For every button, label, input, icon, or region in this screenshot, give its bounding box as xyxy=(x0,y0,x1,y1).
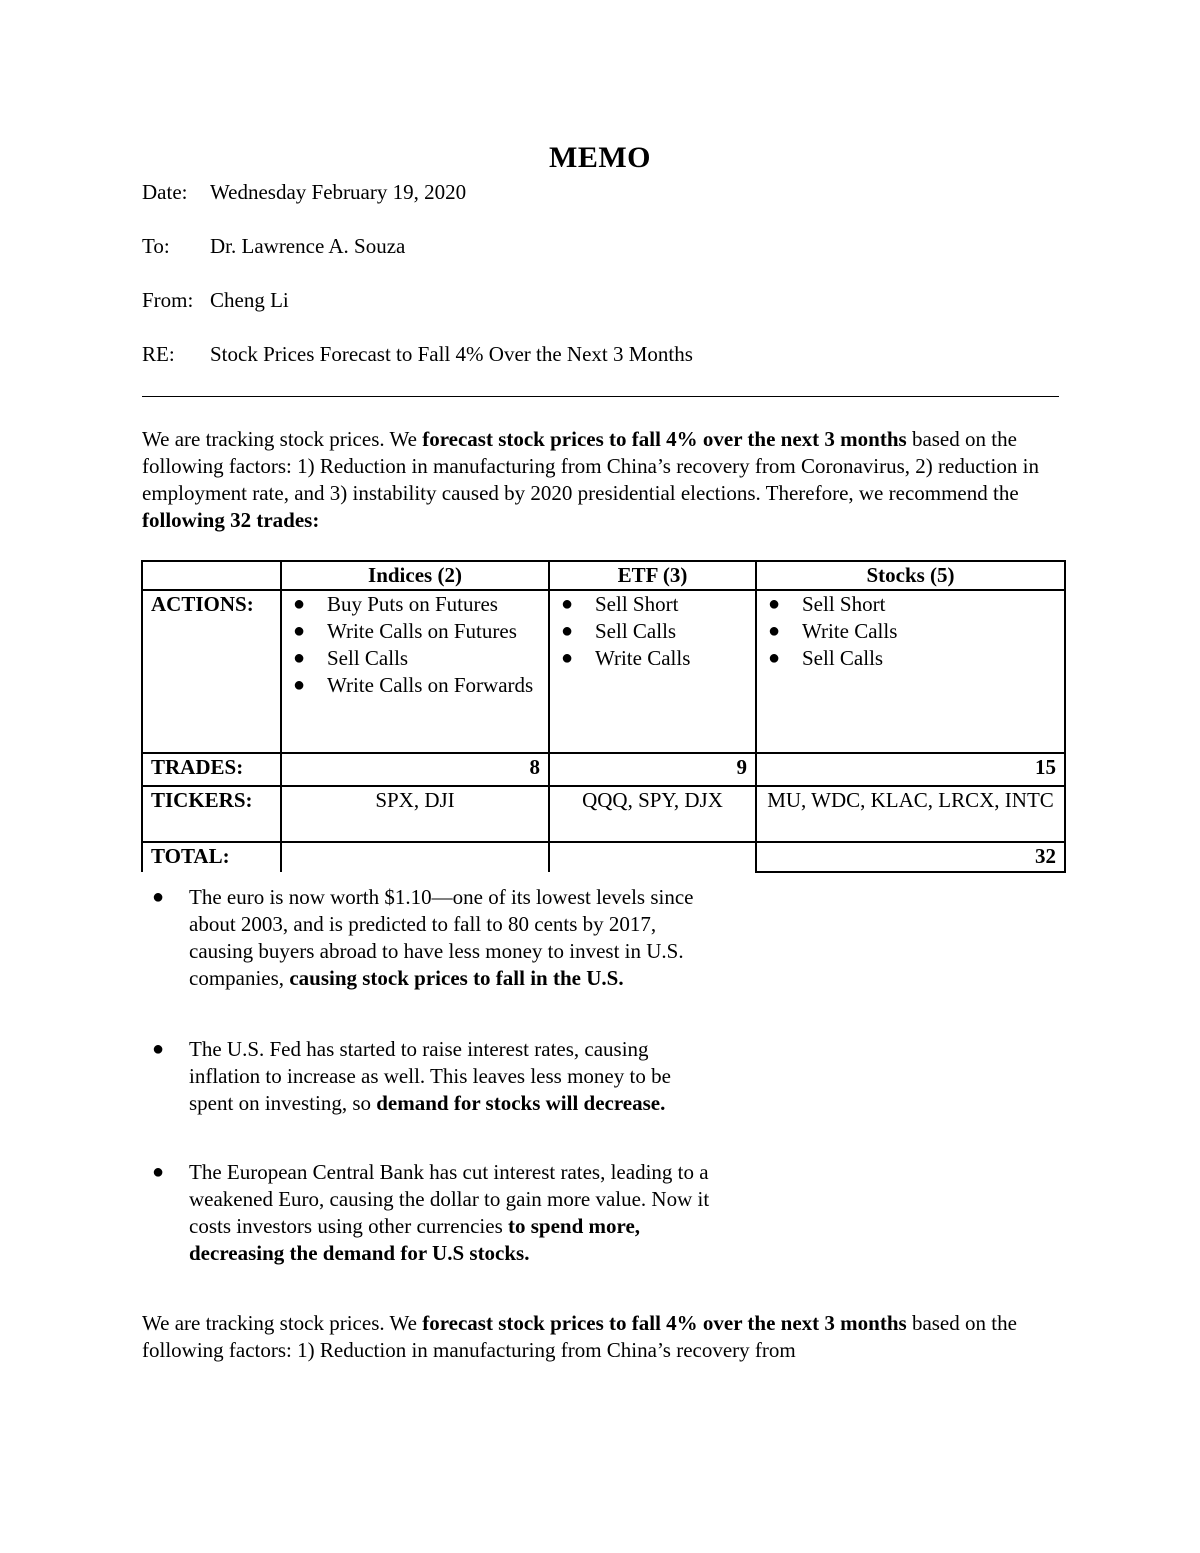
tickers-row xyxy=(142,786,1065,842)
list-item xyxy=(765,618,1056,645)
tickers-stocks: MU, WDC, KLAC, LRCX, INTC xyxy=(756,786,1065,842)
intro-text-2: based on the following factors: 1) Reduction in manufacturing from China’s recovery from Coronavirus, 2) reduction in employment rate, and 3) instability caused by 2020 presidential elections. Therefore, we recommend the xyxy=(142,427,1039,505)
date-label: Date: xyxy=(142,180,188,204)
etf-actions-list xyxy=(558,591,747,672)
list-item xyxy=(765,645,1056,672)
total-etf-empty xyxy=(549,842,756,872)
tickers-indices: SPX, DJI xyxy=(281,786,549,842)
actions-row xyxy=(142,590,1065,753)
total-label: TOTAL: xyxy=(142,842,281,872)
intro-text-1: We are tracking stock prices. We xyxy=(142,427,423,451)
action-text: Sell Calls xyxy=(802,646,884,670)
header-divider xyxy=(142,396,1059,397)
bullet-text: The European Central Bank has cut interest rates, leading to a weakened Euro, causing the dollar to gain more value. Now it costs investors using other currencies xyxy=(189,1160,710,1238)
trades-stocks: 15 xyxy=(756,753,1065,786)
total-value: 32 xyxy=(756,842,1065,872)
bullet-icon: ● xyxy=(768,593,781,615)
action-text: Buy Puts on Futures xyxy=(327,592,498,616)
list-item xyxy=(290,672,540,699)
col-stocks-header: Stocks (5) xyxy=(756,561,1065,590)
list-item xyxy=(150,1159,720,1267)
action-text: Sell Short xyxy=(595,592,679,616)
date-value: Wednesday February 19, 2020 xyxy=(210,180,467,204)
bullet-icon: ● xyxy=(293,620,306,642)
intro-bold-1: forecast stock prices to fall 4% over the next 3 months xyxy=(422,427,907,451)
closing-paragraph xyxy=(142,1310,1072,1364)
bullet-icon: ● xyxy=(152,1038,165,1060)
indices-actions-cell xyxy=(281,590,549,753)
closing-text-2: based on the following factors: 1) Reduction in manufacturing from China’s recovery from xyxy=(142,1311,1017,1362)
action-text: Write Calls xyxy=(595,646,691,670)
trades-etf: 9 xyxy=(549,753,756,786)
factor-bullets-3 xyxy=(150,1159,720,1267)
to-label: To: xyxy=(142,234,170,258)
total-row xyxy=(142,842,1065,872)
factor-bullets xyxy=(150,884,720,992)
list-item xyxy=(290,591,540,618)
col-etf-header: ETF (3) xyxy=(549,561,756,590)
re-row xyxy=(142,341,693,367)
from-label: From: xyxy=(142,288,194,312)
to-row xyxy=(142,233,405,259)
list-item xyxy=(558,618,747,645)
action-text: Write Calls on Forwards xyxy=(327,673,534,697)
to-value: Dr. Lawrence A. Souza xyxy=(210,234,406,258)
tickers-etf: QQQ, SPY, DJX xyxy=(549,786,756,842)
bullet-text: The euro is now worth $1.10—one of its lowest levels since about 2003, and is predicted to fall to 80 cents by 2017, causing buyers abroad to have less money to invest in U.S. companies, xyxy=(189,885,694,990)
list-item xyxy=(290,618,540,645)
from-value: Cheng Li xyxy=(210,288,289,312)
bullet-bold-text: demand for stocks will decrease. xyxy=(376,1091,666,1115)
total-indices-empty xyxy=(281,842,549,872)
bullet-icon: ● xyxy=(561,620,574,642)
action-text: Write Calls xyxy=(802,619,898,643)
bullet-icon: ● xyxy=(561,647,574,669)
list-item xyxy=(558,645,747,672)
table-header-row xyxy=(142,561,1065,590)
bullet-bold-text: causing stock prices to fall in the U.S. xyxy=(289,966,624,990)
trades-row xyxy=(142,753,1065,786)
action-text: Sell Calls xyxy=(327,646,409,670)
intro-bold-2: following 32 trades: xyxy=(142,508,320,532)
action-text: Write Calls on Futures xyxy=(327,619,517,643)
list-item xyxy=(150,884,720,992)
bullet-icon: ● xyxy=(768,647,781,669)
list-item xyxy=(765,591,1056,618)
closing-text-1: We are tracking stock prices. We xyxy=(142,1311,423,1335)
list-item xyxy=(150,1036,720,1117)
re-label: RE: xyxy=(142,342,175,366)
date-row xyxy=(142,179,466,205)
actions-label: ACTIONS: xyxy=(142,590,281,753)
bullet-icon: ● xyxy=(768,620,781,642)
list-item xyxy=(558,591,747,618)
action-text: Sell Short xyxy=(802,592,886,616)
closing-bold-1: forecast stock prices to fall 4% over the next 3 months xyxy=(422,1311,907,1335)
bullet-text: The U.S. Fed has started to raise interest rates, causing inflation to increase as well. This leaves less money to be spent on investing, so xyxy=(189,1037,671,1115)
trades-label: TRADES: xyxy=(142,753,281,786)
bullet-icon: ● xyxy=(152,1161,165,1183)
from-row xyxy=(142,287,289,313)
bullet-bold-text: to spend more, decreasing the demand for U.S stocks. xyxy=(189,1214,641,1265)
re-value: Stock Prices Forecast to Fall 4% Over the Next 3 Months xyxy=(210,342,693,366)
etf-actions-cell xyxy=(549,590,756,753)
list-item xyxy=(290,645,540,672)
bullet-icon: ● xyxy=(152,886,165,908)
trades-indices: 8 xyxy=(281,753,549,786)
indices-actions-list xyxy=(290,591,540,699)
tickers-label: TICKERS: xyxy=(142,786,281,842)
bullet-icon: ● xyxy=(293,593,306,615)
bullet-icon: ● xyxy=(561,593,574,615)
stocks-actions-cell xyxy=(756,590,1065,753)
col-indices-header: Indices (2) xyxy=(281,561,549,590)
bullet-icon: ● xyxy=(293,674,306,696)
action-text: Sell Calls xyxy=(595,619,677,643)
intro-paragraph xyxy=(142,426,1072,534)
factor-bullets-2 xyxy=(150,1036,720,1117)
header-corner-cell xyxy=(142,561,281,590)
trades-table xyxy=(141,560,1066,873)
bullet-icon: ● xyxy=(293,647,306,669)
memo-title: MEMO xyxy=(549,141,651,174)
stocks-actions-list xyxy=(765,591,1056,672)
